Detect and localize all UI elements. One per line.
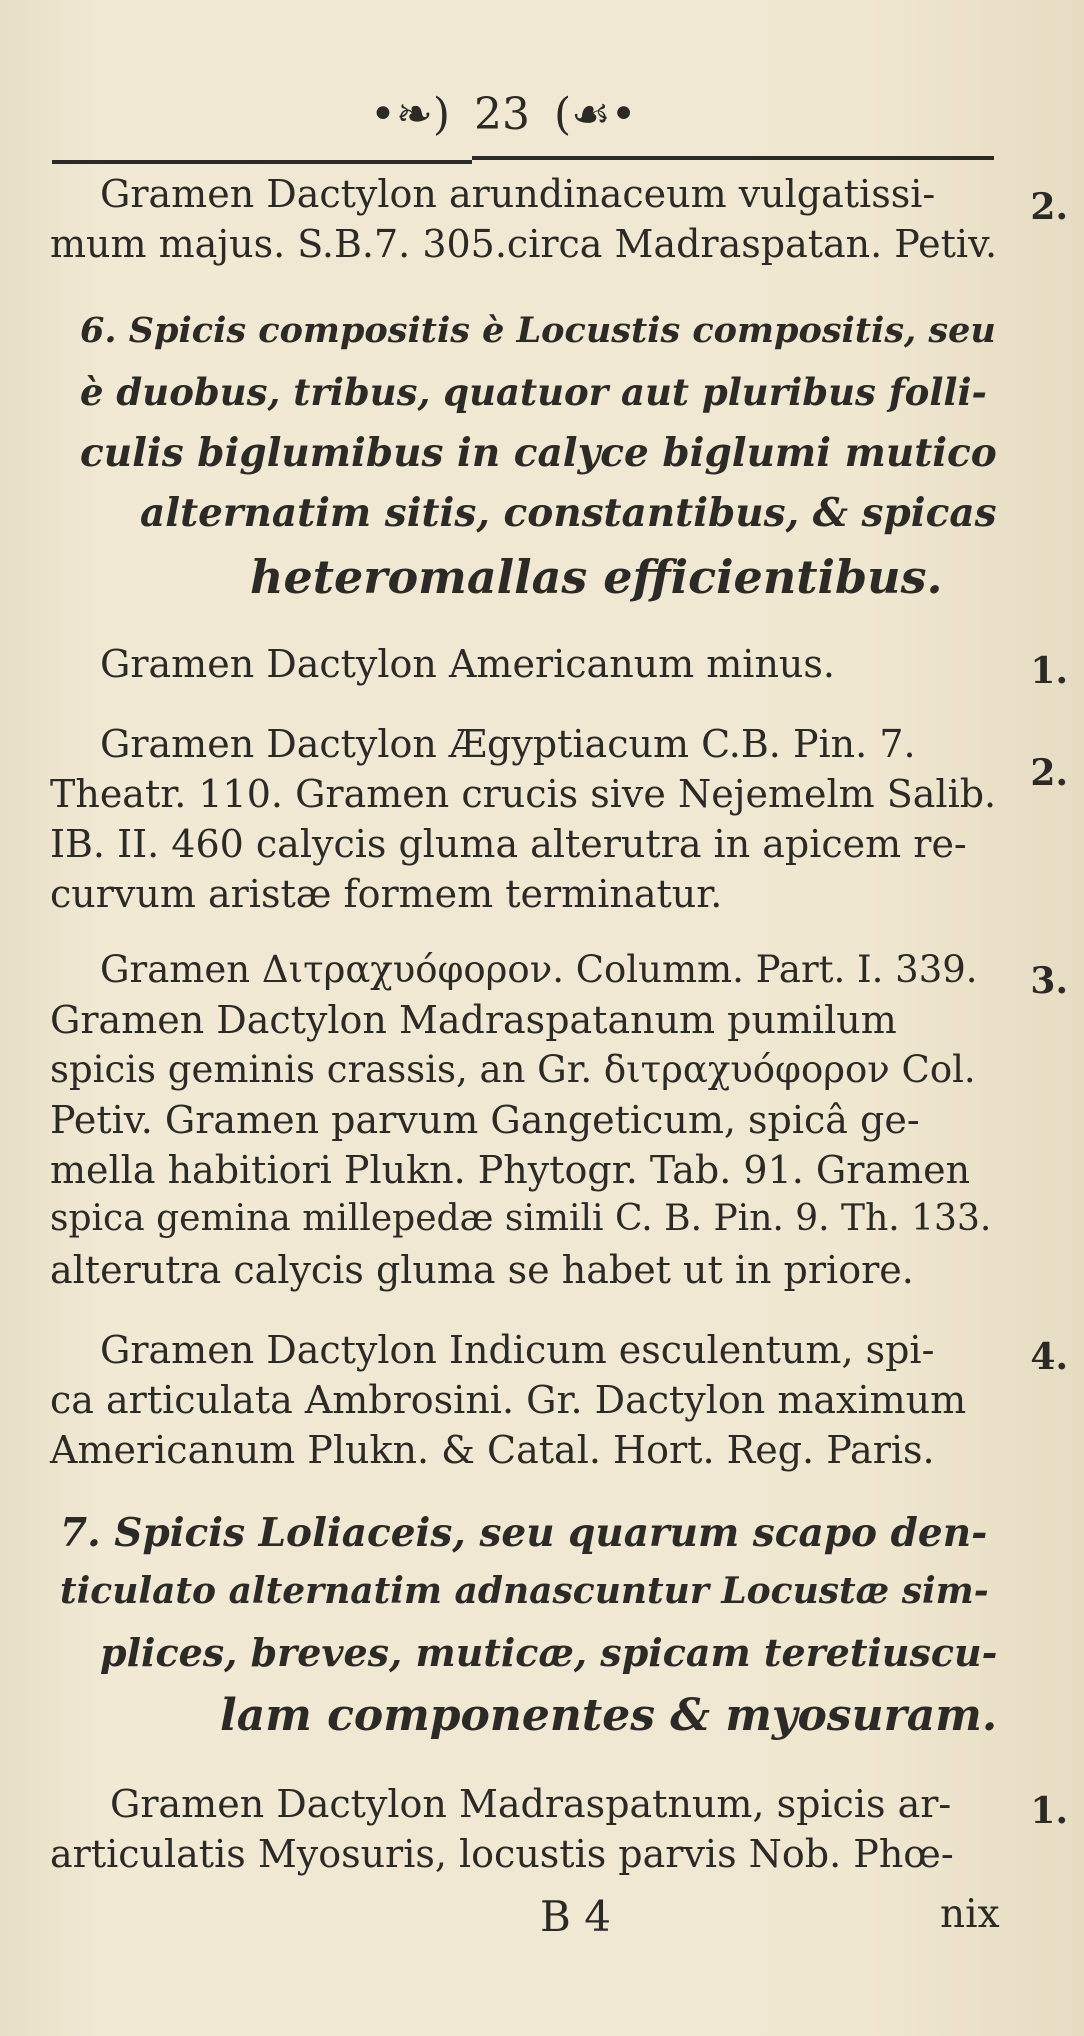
entry-line: mum majus. S.B.7. 305.circa Madraspatan. Petiv. bbox=[50, 222, 998, 266]
entry-number: 3. bbox=[1030, 960, 1068, 1002]
entry-number: 2. bbox=[1030, 752, 1068, 794]
section-heading-line: alternatim sitis, constantibus, & spicas bbox=[140, 490, 997, 536]
entry-line: alterutra calycis gluma se habet ut in priore. bbox=[50, 1248, 914, 1292]
section-heading-line: 6. Spicis compositis è Locustis compositis, seu bbox=[80, 310, 996, 351]
section-heading-line: plices, breves, muticæ, spicam teretiuscu- bbox=[100, 1630, 998, 1675]
catchword: nix bbox=[940, 1892, 1000, 1937]
entry-line: IB. II. 460 calycis gluma alterutra in apicem re- bbox=[50, 822, 967, 866]
page-number: 23 bbox=[474, 89, 530, 140]
entry-line: Americanum Plukn. & Catal. Hort. Reg. Paris. bbox=[50, 1428, 935, 1472]
header-rule-right bbox=[472, 156, 994, 160]
entry-line: Gramen Dactylon Madraspatnum, spicis ar- bbox=[110, 1782, 952, 1826]
entry-line: mella habitiori Plukn. Phytogr. Tab. 91. Gramen bbox=[50, 1148, 971, 1192]
entry-line: spica gemina millepedæ simili C. B. Pin. 9. Th. 133. bbox=[50, 1198, 992, 1239]
section-heading-line: culis biglumibus in calyce biglumi mutico bbox=[80, 430, 997, 476]
entry-number: 1. bbox=[1030, 650, 1068, 692]
header-ornament-right: (☙• bbox=[554, 89, 637, 140]
signature-mark: B 4 bbox=[540, 1892, 611, 1941]
entry-line: Theatr. 110. Gramen crucis sive Nejemelm Salib. bbox=[50, 772, 997, 816]
entry-line: ca articulata Ambrosini. Gr. Dactylon maximum bbox=[50, 1378, 967, 1422]
section-heading-line: heteromallas efficientibus. bbox=[250, 550, 943, 604]
entry-line: Petiv. Gramen parvum Gangeticum, spicâ ge- bbox=[50, 1098, 920, 1142]
header-rule-left bbox=[52, 160, 472, 164]
section-heading-line: ticulato alternatim adnascuntur Locustæ sim- bbox=[60, 1570, 989, 1612]
entry-line: Gramen Dactylon Ægyptiacum C.B. Pin. 7. bbox=[100, 722, 916, 766]
entry-line: spicis geminis crassis, an Gr. διτραχυόφορον Col. bbox=[50, 1048, 976, 1091]
entry-line: Gramen Dactylon arundinaceum vulgatissi- bbox=[100, 172, 936, 216]
header-ornament-left: •❧) bbox=[370, 89, 450, 140]
page-header bbox=[370, 85, 670, 145]
entry-line: Gramen Διτραχυόφορον. Columm. Part. I. 339. bbox=[100, 948, 978, 991]
entry-number: 1. bbox=[1030, 1790, 1068, 1832]
entry-line: Gramen Dactylon Indicum esculentum, spi- bbox=[100, 1328, 935, 1372]
section-heading-line: lam componentes & myosuram. bbox=[220, 1690, 998, 1741]
entry-line: Gramen Dactylon Madraspatanum pumilum bbox=[50, 998, 897, 1042]
entry-line: Gramen Dactylon Americanum minus. bbox=[100, 642, 835, 686]
entry-line: curvum aristæ formem terminatur. bbox=[50, 872, 723, 916]
entry-number: 2. bbox=[1030, 186, 1068, 228]
entry-number: 4. bbox=[1030, 1336, 1068, 1378]
section-heading-line: è duobus, tribus, quatuor aut pluribus folli- bbox=[80, 370, 987, 414]
entry-line: articulatis Myosuris, locustis parvis Nob. Phœ- bbox=[50, 1832, 954, 1876]
section-heading-line: 7. Spicis Loliaceis, seu quarum scapo den- bbox=[60, 1510, 988, 1556]
